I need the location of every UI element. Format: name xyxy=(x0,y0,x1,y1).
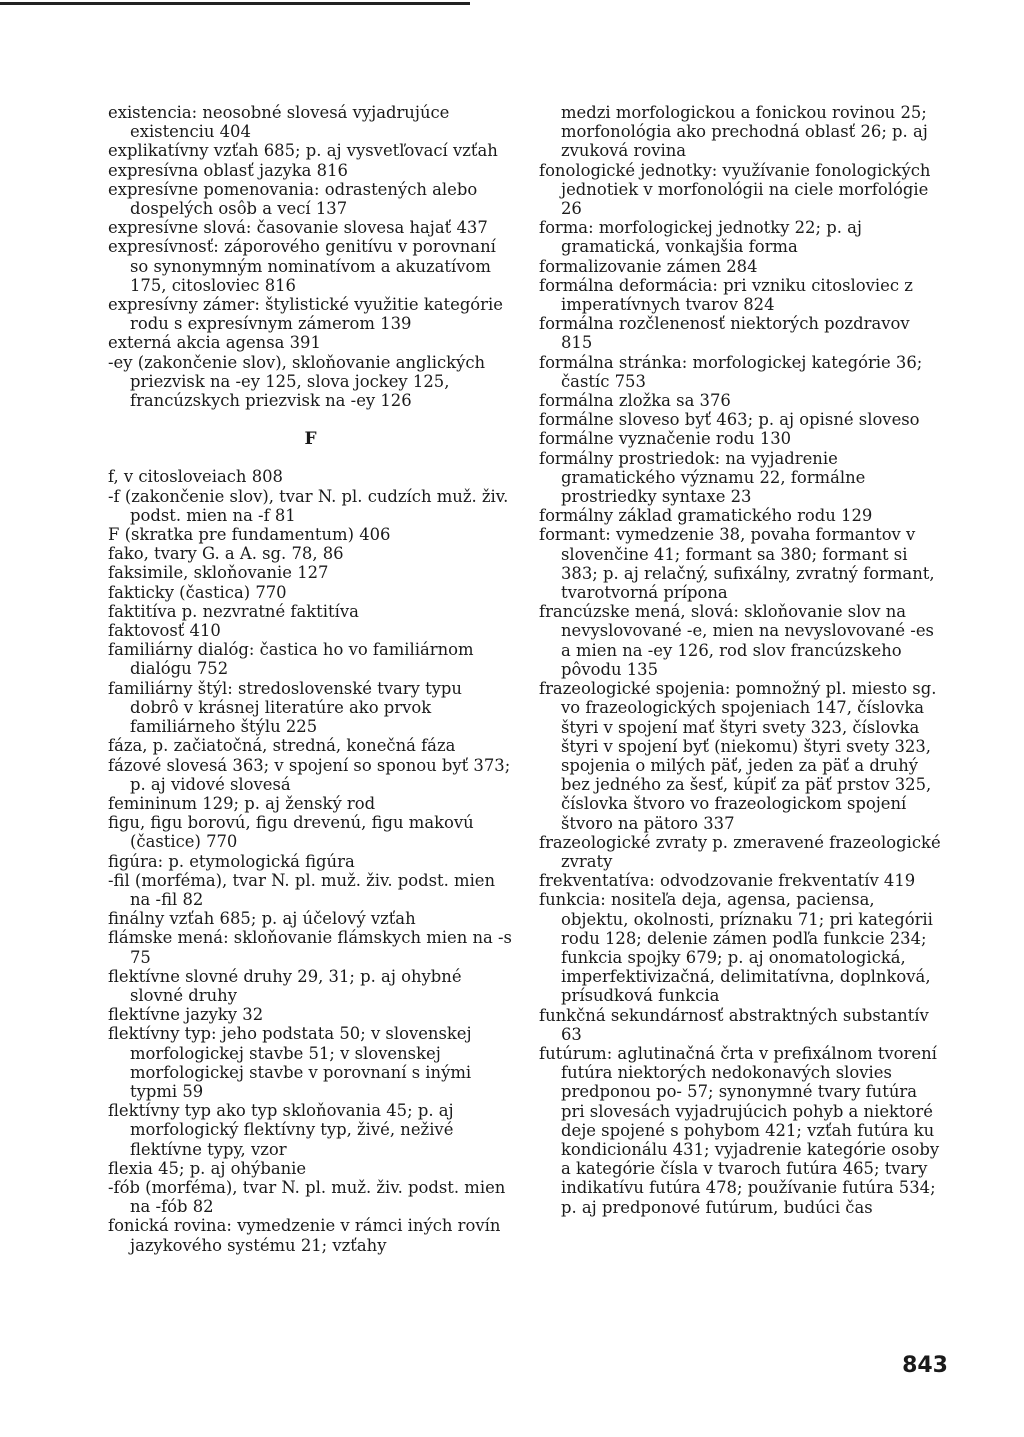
index-entry: explikatívny vzťah 685; p. aj vysvetľovací vzťah xyxy=(108,141,498,161)
index-entry: existencia: neosobné slovesá vyjadrujúce existenciu 404 xyxy=(108,103,450,142)
index-entry: expresívna oblasť jazyka 816 xyxy=(108,160,348,180)
index-entry: flektívne jazyky 32 xyxy=(108,1005,264,1025)
index-entry: flámske mená: skloňovanie flámskych mien na -s 75 xyxy=(108,928,512,967)
index-entry: -fil (morféma), tvar N. pl. muž. živ. podst. mien na -fil 82 xyxy=(108,870,496,909)
index-entry: externá akcia agensa 391 xyxy=(108,333,321,353)
index-entry: expresívnosť: záporového genitívu v porovnaní so synonymným nominatívom a akuzatívom 175, citosloviec 816 xyxy=(108,237,496,295)
index-column-left xyxy=(108,103,513,1255)
index-entry: femininum 129; p. aj ženský rod xyxy=(108,793,376,813)
index-entry: -fób (morféma), tvar N. pl. muž. živ. podst. mien na -fób 82 xyxy=(108,1177,506,1217)
index-entry: faktitíva p. nezvratné faktitíva xyxy=(108,601,359,621)
index-entry: -f (zakončenie slov), tvar N. pl. cudzích muž. živ. podst. mien na -f 81 xyxy=(108,486,509,525)
index-entry: fakticky (častica) 770 xyxy=(108,582,287,602)
index-entry: faksimile, skloňovanie 127 xyxy=(108,563,329,583)
index-entry: F (skratka pre fundamentum) 406 xyxy=(108,525,391,545)
index-entry: expresívne slová: časovanie slovesa hajať 437 xyxy=(108,218,488,238)
index-entry: formálne sloveso byť 463; p. aj opisné sloveso xyxy=(539,410,920,430)
index-entry: f, v citosloveiach 808 xyxy=(108,467,283,487)
index-entry: fonologické jednotky: využívanie fonologických jednotiek v morfonológii na ciele morfológie 26 xyxy=(539,160,931,219)
index-entry: frazeologické zvraty p. zmeravené frazeologické zvraty xyxy=(539,832,941,871)
index-entry: figúra: p. etymologická figúra xyxy=(108,851,355,871)
index-entry: familiárny štýl: stredoslovenské tvary typu dobrô v krásnej literatúre ako prvok familiárneho štýlu 225 xyxy=(108,678,462,737)
index-entry: fako, tvary G. a A. sg. 78, 86 xyxy=(108,544,344,564)
index-entry: flektívne slovné druhy 29, 31; p. aj ohybné slovné druhy xyxy=(108,966,462,1005)
index-entry: finálny vzťah 685; p. aj účelový vzťah xyxy=(108,909,416,929)
index-entry-continued: medzi morfologickou a fonickou rovinou 25; morfonológia ako prechodná oblasť 26; p. aj zvuková rovina xyxy=(561,103,928,161)
index-entry: flektívny typ: jeho podstata 50; v slovenskej morfologickej stavbe 51; v slovenskej morfologickej stavbe v porovnaní s inými typmi 59 xyxy=(108,1024,472,1101)
index-entry: fonická rovina: vymedzenie v rámci iných rovín jazykového systému 21; vzťahy xyxy=(108,1216,501,1255)
index-entry: frazeologické spojenia: pomnožný pl. miesto sg. vo frazeologických spojeniach 147, číslovka štyri v spojení mať štyri svety 323, číslovka štyri v spojení byť (niekomu) štyri svety 323, spojenia o milých päť, jeden za päť a druhý bez jedného za šesť, kúpiť za päť prstov 325, číslovka štvoro vo frazeologickom spojení štvoro na pätoro 337 xyxy=(539,679,937,833)
index-entry: formálna deformácia: pri vzniku citosloviec z imperatívnych tvarov 824 xyxy=(539,275,913,315)
index-entry: figu, figu borovú, figu drevenú, figu makovú (častice) 770 xyxy=(108,813,474,852)
top-rule xyxy=(0,2,470,5)
index-column-right xyxy=(539,103,944,1217)
index-entry: fáza, p. začiatočná, stredná, konečná fáza xyxy=(108,736,456,756)
index-entry: faktovosť 410 xyxy=(108,621,221,641)
index-entry: expresívne pomenovania: odrastených alebo dospelých osôb a vecí 137 xyxy=(108,179,478,219)
index-entry: futúrum: aglutinačná črta v prefixálnom tvorení futúra niektorých nedokonavých slovies predponou po- 57; synonymné tvary futúra pri slovesách vyjadrujúcich pohyb a niektoré deje spojené s pohybom 421; vzťah futúra ku kondicionálu 431; vyjadrenie kategórie osoby a kategórie čísla v tvaroch futúra 465; tvary indikatívu futúra 478; používanie futúra 534; p. aj predponové futúrum, budúci čas xyxy=(539,1043,940,1217)
index-entry: formálna zložka sa 376 xyxy=(539,391,731,411)
index-entry: funkcia: nositeľa deja, agensa, paciensa, objektu, okolnosti, príznaku 71; pri kategórii rodu 128; delenie zámen podľa funkcie 234; funkcia spojky 679; p. aj onomatologická, imperfektivizačná, delimitatívna, doplnková, prísudková funkcia xyxy=(539,890,933,1006)
index-entry: formálny prostriedok: na vyjadrenie gramatického významu 22, formálne prostriedky syntaxe 23 xyxy=(539,448,866,507)
index-entry: forma: morfologickej jednotky 22; p. aj gramatická, vonkajšia forma xyxy=(539,218,862,257)
index-entry: formant: vymedzenie 38, povaha formantov v slovenčine 41; formant sa 380; formant si 383; p. aj relačný, sufixálny, zvratný formant, tvarotvorná prípona xyxy=(539,525,935,603)
index-entry: formálna rozčlenenosť niektorých pozdravov 815 xyxy=(539,314,910,353)
index-entry: francúzske mená, slová: skloňovanie slov na nevyslovované -e, mien na nevyslovované -es a mien na -ey 126, rod slov francúzskeho pôvodu 135 xyxy=(539,602,934,679)
index-entry: funkčná sekundárnosť abstraktných substantív 63 xyxy=(539,1005,929,1044)
page-number: 843 xyxy=(902,1353,948,1378)
index-entry: formálna stránka: morfologickej kategórie 36; častíc 753 xyxy=(539,352,923,391)
index-entry: flektívny typ ako typ skloňovania 45; p. aj morfologický flektívny typ, živé, neživé flektívne typy, vzor xyxy=(108,1101,454,1159)
index-entry: familiárny dialóg: častica ho vo familiárnom dialógu 752 xyxy=(108,640,474,679)
index-entry: formálne vyznačenie rodu 130 xyxy=(539,429,792,449)
index-entry: frekventatíva: odvodzovanie frekventatív 419 xyxy=(539,871,916,891)
index-entry: formalizovanie zámen 284 xyxy=(539,256,758,276)
index-entry: fázové slovesá 363; v spojení so sponou byť 373; p. aj vidové slovesá xyxy=(108,755,511,794)
section-letter: F xyxy=(304,429,317,450)
index-entry: expresívny zámer: štylistické využitie kategórie rodu s expresívnym zámerom 139 xyxy=(108,295,503,334)
index-entry: formálny základ gramatického rodu 129 xyxy=(539,506,873,526)
index-entry: -ey (zakončenie slov), skloňovanie anglických priezvisk na -ey 125, slova jockey 125, francúzskych priezvisk na -ey 126 xyxy=(108,352,486,411)
index-entry: flexia 45; p. aj ohýbanie xyxy=(108,1158,307,1178)
